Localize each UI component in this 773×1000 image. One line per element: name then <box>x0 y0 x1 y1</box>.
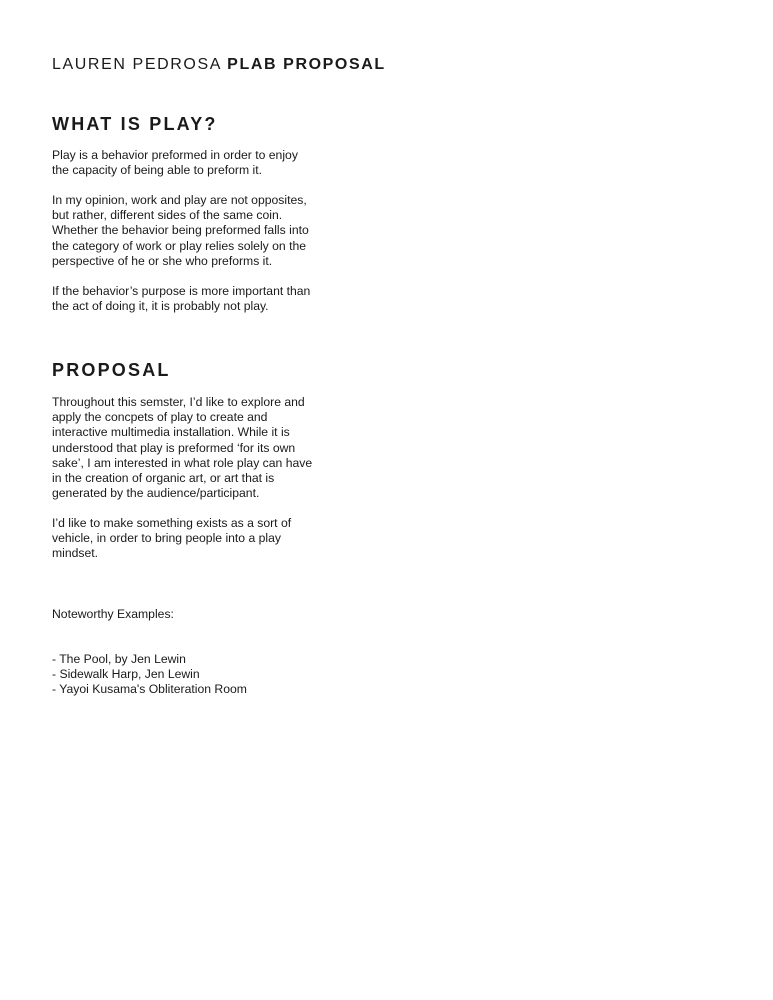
list-item: - Yayoi Kusama's Obliteration Room <box>52 682 247 696</box>
play-paragraph-purpose: If the behavior’s purpose is more important than the act of doing it, it is probably not play. <box>52 284 311 314</box>
proposal-paragraph-intent: Throughout this semster, I’d like to explore and apply the concpets of play to create and interactive multimedia installation. While it is understood that play is preformed ‘for its own sake’, I am interested in what role play can have in the creation of organic art, or art that is generated by the audience/participant. <box>52 395 313 501</box>
play-paragraph-definition: Play is a behavior preformed in order to enjoy the capacity of being able to preform it. <box>52 148 298 178</box>
document-title: PLAB PROPOSAL <box>227 56 386 73</box>
proposal-paragraph-vehicle: I’d like to make something exists as a sort of vehicle, in order to bring people into a play mindset. <box>52 516 292 561</box>
play-paragraph-opinion: In my opinion, work and play are not opposites, but rather, different sides of the same coin. Whether the behavior being preformed falls into the category of work or play relies solely on the perspective of he or she who preforms it. <box>52 193 309 268</box>
author-name: LAUREN PEDROSA <box>52 56 222 73</box>
section-heading-proposal: PROPOSAL <box>52 360 171 380</box>
section-heading-what-is-play: WHAT IS PLAY? <box>52 114 218 134</box>
examples-label: Noteworthy Examples: <box>52 607 174 621</box>
list-item: - The Pool, by Jen Lewin <box>52 652 186 666</box>
page-header <box>52 56 386 74</box>
list-item: - Sidewalk Harp, Jen Lewin <box>52 667 200 681</box>
